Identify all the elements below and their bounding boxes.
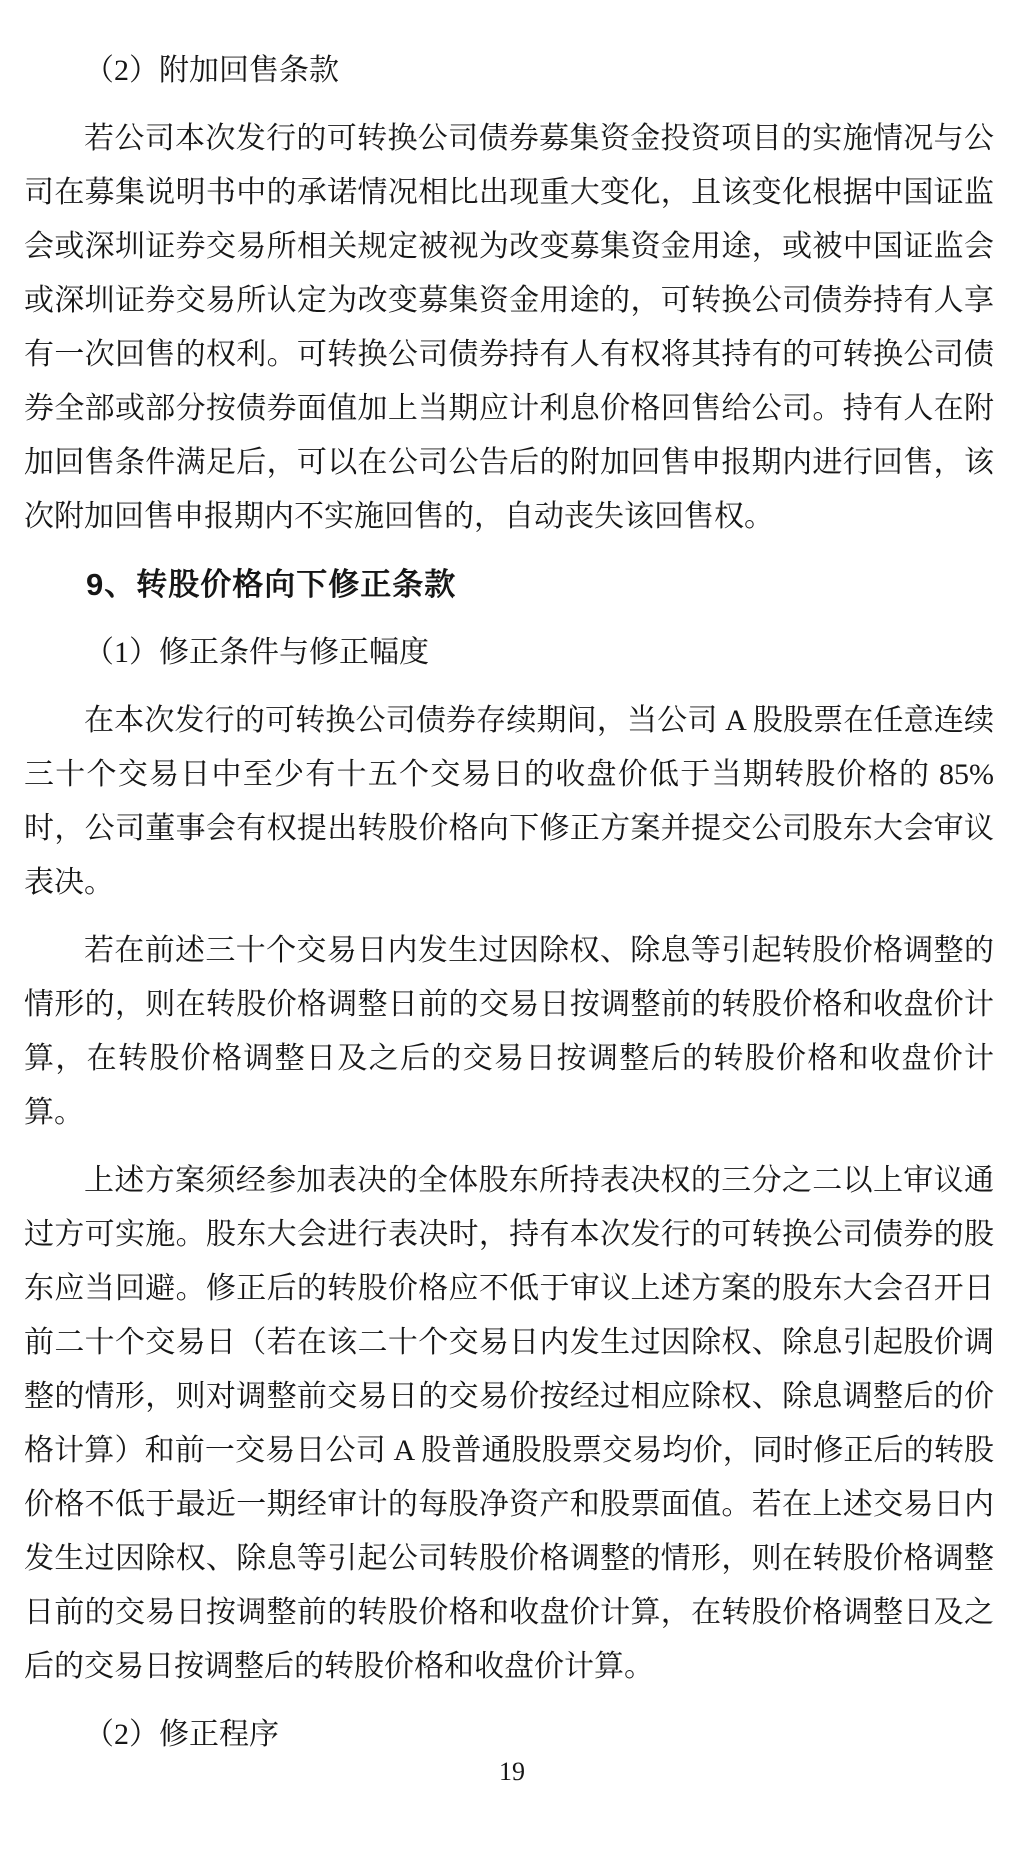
paragraph-approval-and-floor: 上述方案须经参加表决的全体股东所持表决权的三分之二以上审议通过方可实施。股东大会进行表决时，持有本次发行的可转换公司债券的股东应当回避。修正后的转股价格应不低于审议上述方案的股东大会召开日前二十个交易日（若在该二十个交易日内发生过因除权、除息引起股价调整的情形，则对调整前交易日的交易价按经过相应除权、除息调整后的价格计算）和前一交易日公司 A 股普通股股票交易均价，同时修正后的转股价格不低于最近一期经审计的每股净资产和股票面值。若在上述交易日内发生过因除权、除息等引起公司转股价格调整的情形，则在转股价格调整日前的交易日按调整前的转股价格和收盘价计算，在转股价格调整日及之后的交易日按调整后的转股价格和收盘价计算。	[24, 1164, 994, 1683]
heading-additional-put-clause: （2）附加回售条款	[84, 54, 339, 87]
paragraph-exright-adjustment: 若在前述三十个交易日内发生过因除权、除息等引起转股价格调整的情形的，则在转股价格调整日前的交易日按调整前的转股价格和收盘价计算，在转股价格调整日及之后的交易日按调整后的转股价格和收盘价计算。	[24, 934, 994, 1129]
heading-revision-procedure: （2）修正程序	[84, 1718, 279, 1751]
heading-downward-revision-clause: 9、转股价格向下修正条款	[86, 567, 457, 602]
heading-revision-conditions: （1）修正条件与修正幅度	[84, 636, 429, 669]
paragraph-additional-put: 若公司本次发行的可转换公司债券募集资金投资项目的实施情况与公司在募集说明书中的承诺情况相比出现重大变化，且该变化根据中国证监会或深圳证券交易所相关规定被视为改变募集资金用途，或被中国证监会或深圳证券交易所认定为改变募集资金用途的，可转换公司债券持有人享有一次回售的权利。可转换公司债券持有人有权将其持有的可转换公司债券全部或部分按债券面值加上当期应计利息价格回售给公司。持有人在附加回售条件满足后，可以在公司公告后的附加回售申报期内进行回售，该次附加回售申报期内不实施回售的，自动丧失该回售权。	[24, 122, 994, 533]
paragraph-revision-trigger: 在本次发行的可转换公司债券存续期间，当公司 A 股股票在任意连续三十个交易日中至少有十五个交易日的收盘价低于当期转股价格的 85%时，公司董事会有权提出转股价格向下修正方案并提交公司股东大会审议表决。	[24, 704, 994, 899]
page-number: 19	[499, 1757, 525, 1786]
